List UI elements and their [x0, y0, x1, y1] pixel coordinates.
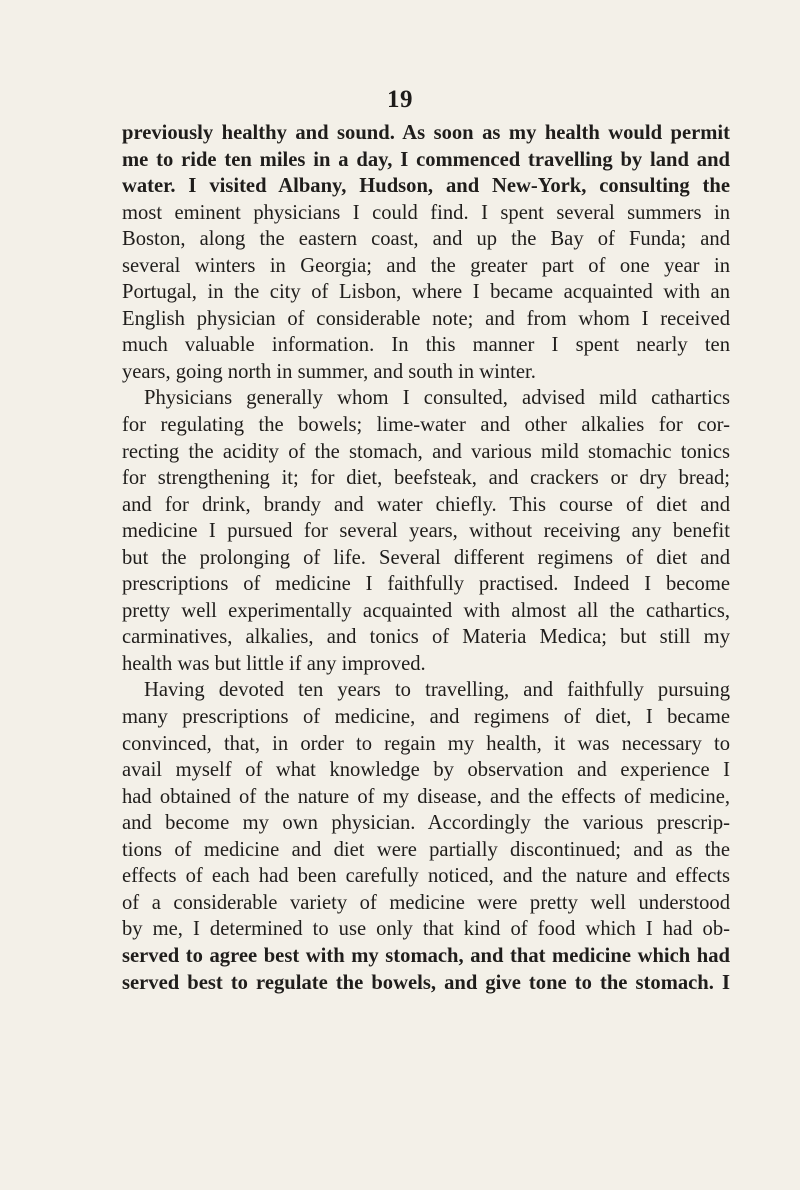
text-line: recting the acidity of the stomach, and various mild stomachic tonics: [122, 440, 730, 463]
text-line: served best to regulate the bowels, and give tone to the stomach. I: [122, 971, 730, 994]
text-line: and for drink, brandy and water chiefly. This course of diet and: [122, 493, 730, 516]
text-line: Having devoted ten years to travelling, and faithfully pursuing: [144, 679, 730, 702]
text-line: tions of medicine and diet were partially discontinued; and as the: [122, 838, 730, 861]
text-line: several winters in Georgia; and the greater part of one year in: [122, 254, 730, 277]
text-line: had obtained of the nature of my disease, and the effects of medicine,: [122, 785, 730, 808]
text-line: and become my own physician. Accordingly the various prescrip-: [122, 812, 730, 835]
text-line: much valuable information. In this manner I spent nearly ten: [122, 334, 730, 357]
text-line: Physicians generally whom I consulted, advised mild cathartics: [144, 387, 730, 410]
text-line: English physician of considerable note; and from whom I received: [122, 307, 730, 330]
text-line: served to agree best with my stomach, and that medicine which had: [122, 944, 730, 967]
text-line: many prescriptions of medicine, and regimens of diet, I became: [122, 706, 730, 729]
text-line: medicine I pursued for several years, without receiving any benefit: [122, 520, 730, 543]
page-number: 19: [387, 86, 413, 113]
text-line: for strengthening it; for diet, beefsteak, and crackers or dry bread;: [122, 467, 730, 490]
text-line: years, going north in summer, and south in winter.: [122, 360, 536, 383]
text-line: convinced, that, in order to regain my health, it was necessary to: [122, 732, 730, 755]
text-line: for regulating the bowels; lime-water and other alkalies for cor-: [122, 414, 730, 437]
text-line: avail myself of what knowledge by observation and experience I: [122, 759, 730, 782]
body-text: [122, 120, 730, 996]
text-line: carminatives, alkalies, and tonics of Materia Medica; but still my: [122, 626, 730, 649]
text-line: me to ride ten miles in a day, I commenced travelling by land and: [122, 148, 730, 171]
text-line: water. I visited Albany, Hudson, and New-York, consulting the: [122, 175, 730, 198]
text-line: previously healthy and sound. As soon as my health would permit: [122, 122, 730, 144]
text-line: health was but little if any improved.: [122, 652, 426, 675]
text-line: of a considerable variety of medicine were pretty well understood: [122, 891, 730, 914]
text-line: but the prolonging of life. Several different regimens of diet and: [122, 546, 730, 569]
text-line: pretty well experimentally acquainted with almost all the cathartics,: [122, 599, 730, 622]
text-line: Boston, along the eastern coast, and up the Bay of Funda; and: [122, 228, 730, 251]
text-line: most eminent physicians I could find. I spent several summers in: [122, 201, 730, 224]
text-line: Portugal, in the city of Lisbon, where I became acquainted with an: [122, 281, 730, 304]
text-line: by me, I determined to use only that kind of food which I had ob-: [122, 918, 730, 941]
text-line: prescriptions of medicine I faithfully practised. Indeed I become: [122, 573, 730, 596]
text-line: effects of each had been carefully noticed, and the nature and effects: [122, 865, 730, 888]
